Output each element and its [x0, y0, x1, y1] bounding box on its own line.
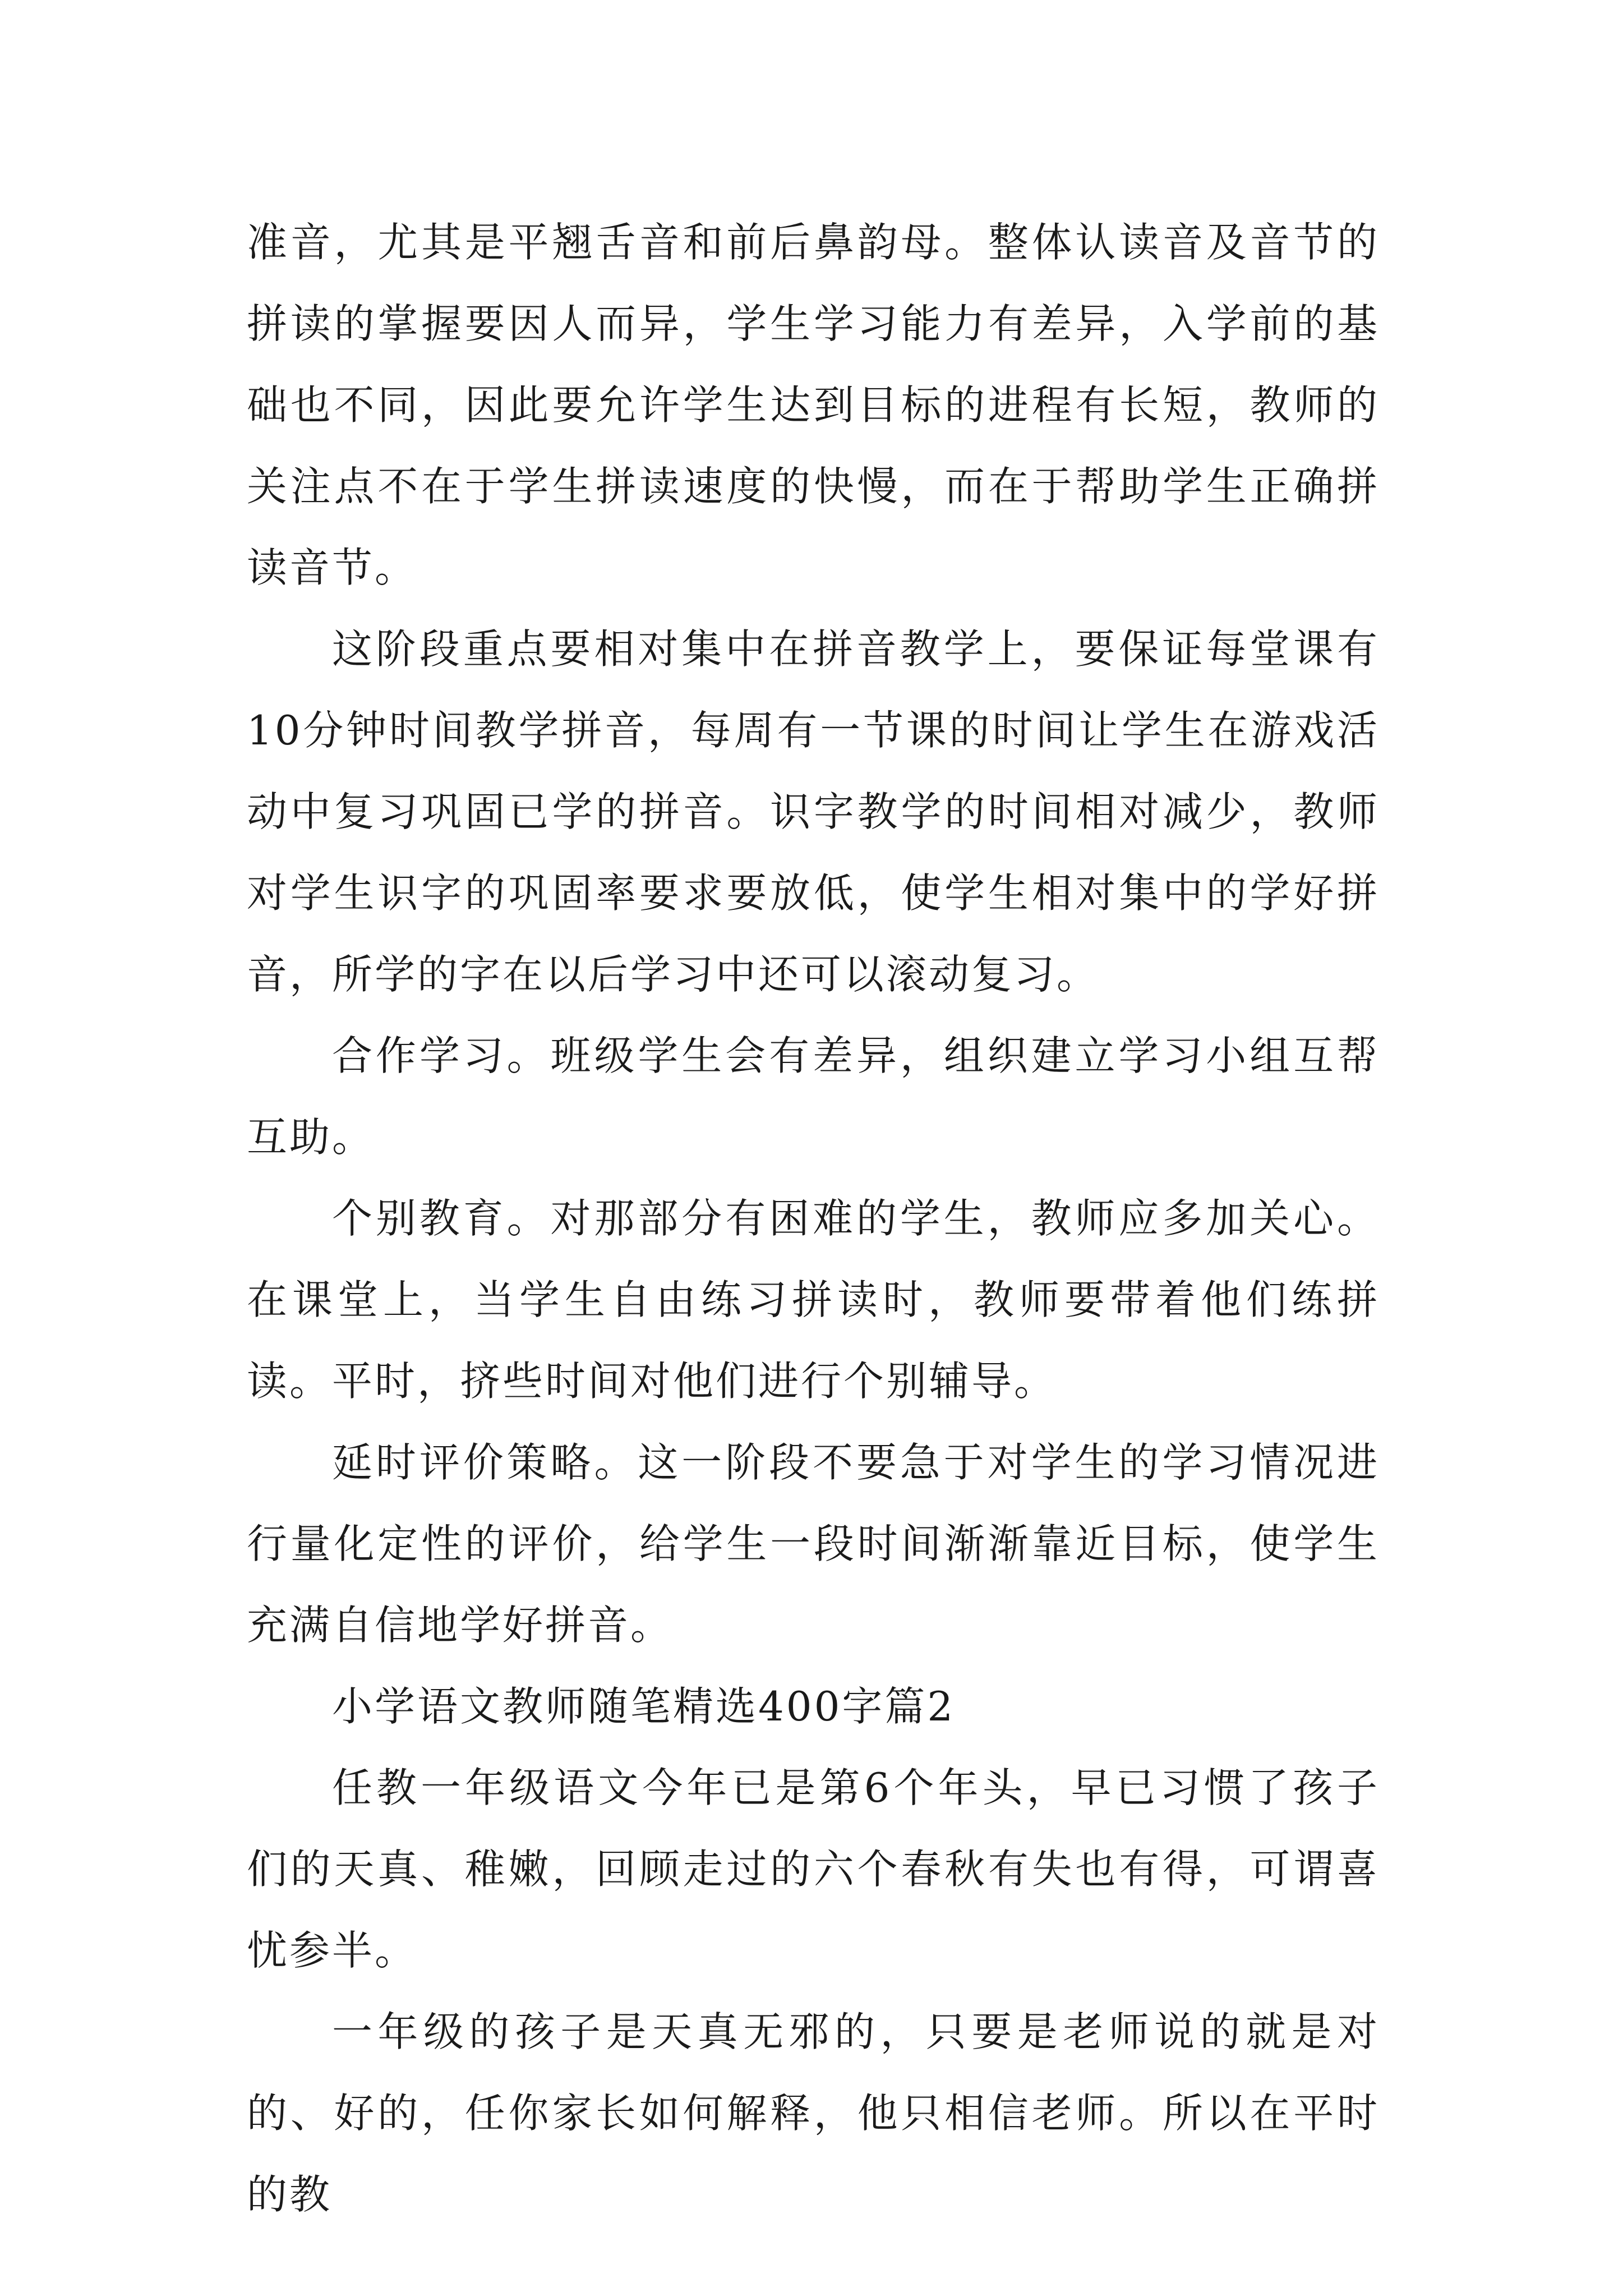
paragraph-3: 合作学习。班级学生会有差异，组织建立学习小组互帮互助。: [247, 1032, 1380, 1161]
paragraph-7: 一年级的孩子是天真无邪的，只要是老师说的就是对的、好的，任你家长如何解释，他只相信老师。所以在平时的教: [247, 2008, 1380, 2218]
paragraph-6: 任教一年级语文今年已是第6个年头，早已习惯了孩子们的天真、稚嫩，回顾走过的六个春秋有失也有得，可谓喜忧参半。: [247, 1764, 1380, 1974]
paragraph-2: 这阶段重点要相对集中在拼音教学上，要保证每堂课有10分钟时间教学拼音，每周有一节课的时间让学生在游戏活动中复习巩固已学的拼音。识字教学的时间相对减少，教师对学生识字的巩固率要求要放低，使学生相对集中的学好拼音，所学的字在以后学习中还可以滚动复习。: [247, 625, 1380, 998]
paragraph-1: 准音，尤其是平翘舌音和前后鼻韵母。整体认读音及音节的拼读的掌握要因人而异，学生学习能力有差异，入学前的基础也不同，因此要允许学生达到目标的进程有长短，教师的关注点不在于学生拼读速度的快慢，而在于帮助学生正确拼读音节。: [247, 219, 1380, 591]
section-heading: 小学语文教师随笔精选400字篇2: [332, 1683, 956, 1730]
document-body: [247, 202, 1380, 2235]
paragraph-5: 延时评价策略。这一阶段不要急于对学生的学习情况进行量化定性的评价，给学生一段时间渐渐靠近目标，使学生充满自信地学好拼音。: [247, 1439, 1380, 1649]
paragraph-4: 个别教育。对那部分有困难的学生，教师应多加关心。在课堂上，当学生自由练习拼读时，教师要带着他们练拼读。平时，挤些时间对他们进行个别辅导。: [247, 1195, 1380, 1405]
